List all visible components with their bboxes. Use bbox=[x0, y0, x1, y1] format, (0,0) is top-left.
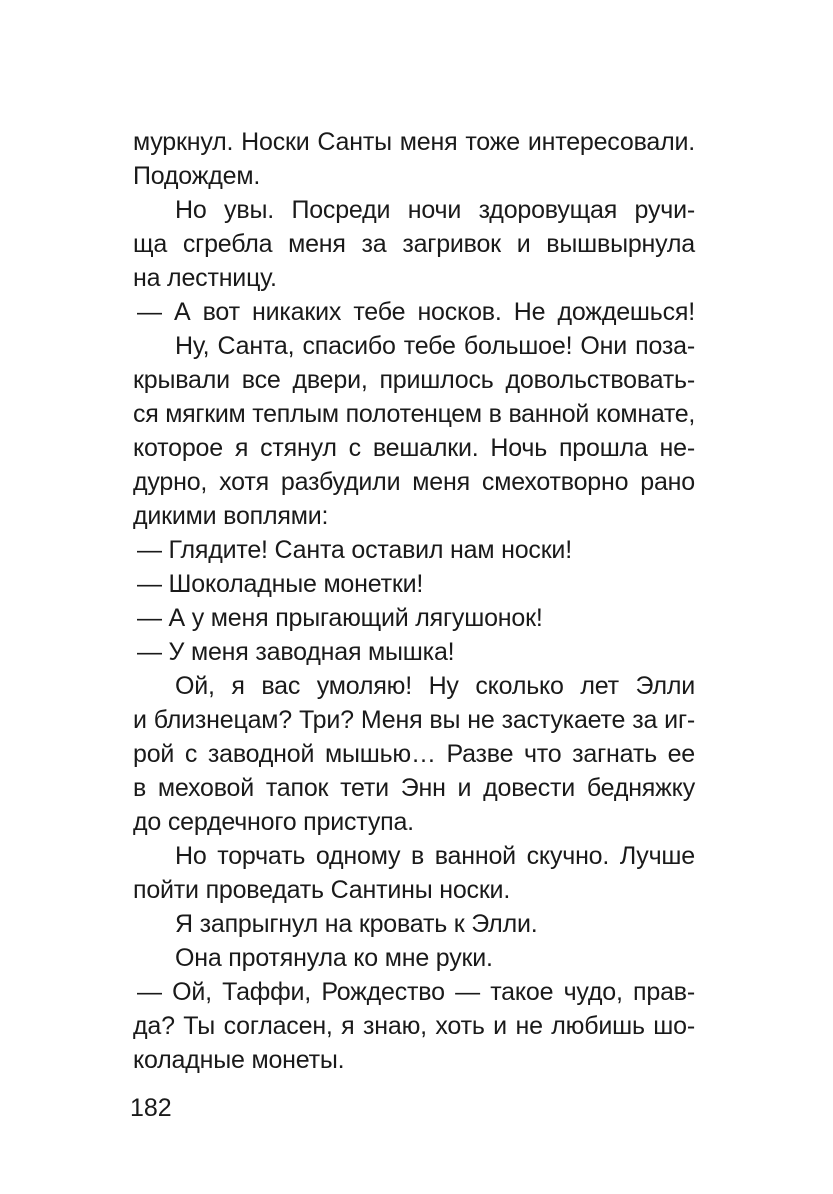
text-line: дикими воплями: bbox=[133, 502, 329, 530]
text-line: до сердечного приступа. bbox=[133, 808, 414, 836]
text-line: коладные монеты. bbox=[133, 1046, 345, 1074]
text-line: и близнецам? Три? Меня вы не застукаете за иг- bbox=[133, 706, 695, 734]
text-line: Ну, Санта, спасибо тебе большое! Они поза- bbox=[175, 332, 695, 360]
dialogue-line: — А вот никаких тебе носков. Не дождешься! bbox=[137, 298, 695, 326]
text-line: ща сгребла меня за загривок и вышвырнула bbox=[133, 230, 695, 258]
text-line: Она протянула ко мне руки. bbox=[175, 944, 493, 972]
text-line: в меховой тапок тети Энн и довести бедняжку bbox=[133, 774, 695, 802]
page-number: 182 bbox=[130, 1094, 172, 1122]
text-line: Но увы. Посреди ночи здоровущая ручи- bbox=[175, 196, 695, 224]
text-line: на лестницу. bbox=[133, 264, 277, 292]
text-line: пойти проведать Сантины носки. bbox=[133, 876, 511, 904]
text-line: Но торчать одному в ванной скучно. Лучше bbox=[175, 842, 695, 870]
dialogue-line: — Шоколадные монетки! bbox=[137, 570, 424, 598]
text-line: Ой, я вас умоляю! Ну сколько лет Элли bbox=[175, 672, 695, 700]
dialogue-line: — Глядите! Санта оставил нам носки! bbox=[137, 536, 572, 564]
text-line: которое я стянул с вешалки. Ночь прошла не- bbox=[133, 434, 695, 462]
dialogue-line: — Ой, Таффи, Рождество — такое чудо, прав- bbox=[137, 978, 695, 1006]
text-line: рой с заводной мышью… Разве что загнать ее bbox=[133, 740, 695, 768]
dialogue-line: — У меня заводная мышка! bbox=[137, 638, 455, 666]
text-line: Подождем. bbox=[133, 162, 261, 190]
body-text bbox=[133, 125, 695, 1077]
text-line: да? Ты согласен, я знаю, хоть и не любишь шо- bbox=[133, 1012, 695, 1040]
text-line: дурно, хотя разбудили меня смехотворно рано bbox=[133, 468, 695, 496]
text-line: ся мягким теплым полотенцем в ванной комнате, bbox=[133, 400, 695, 428]
dialogue-line: — А у меня прыгающий лягушонок! bbox=[137, 604, 543, 632]
text-line: Я запрыгнул на кровать к Элли. bbox=[175, 910, 538, 938]
text-line: муркнул. Носки Санты меня тоже интересовали. bbox=[133, 128, 695, 156]
text-line: крывали все двери, пришлось довольствовать- bbox=[133, 366, 695, 394]
